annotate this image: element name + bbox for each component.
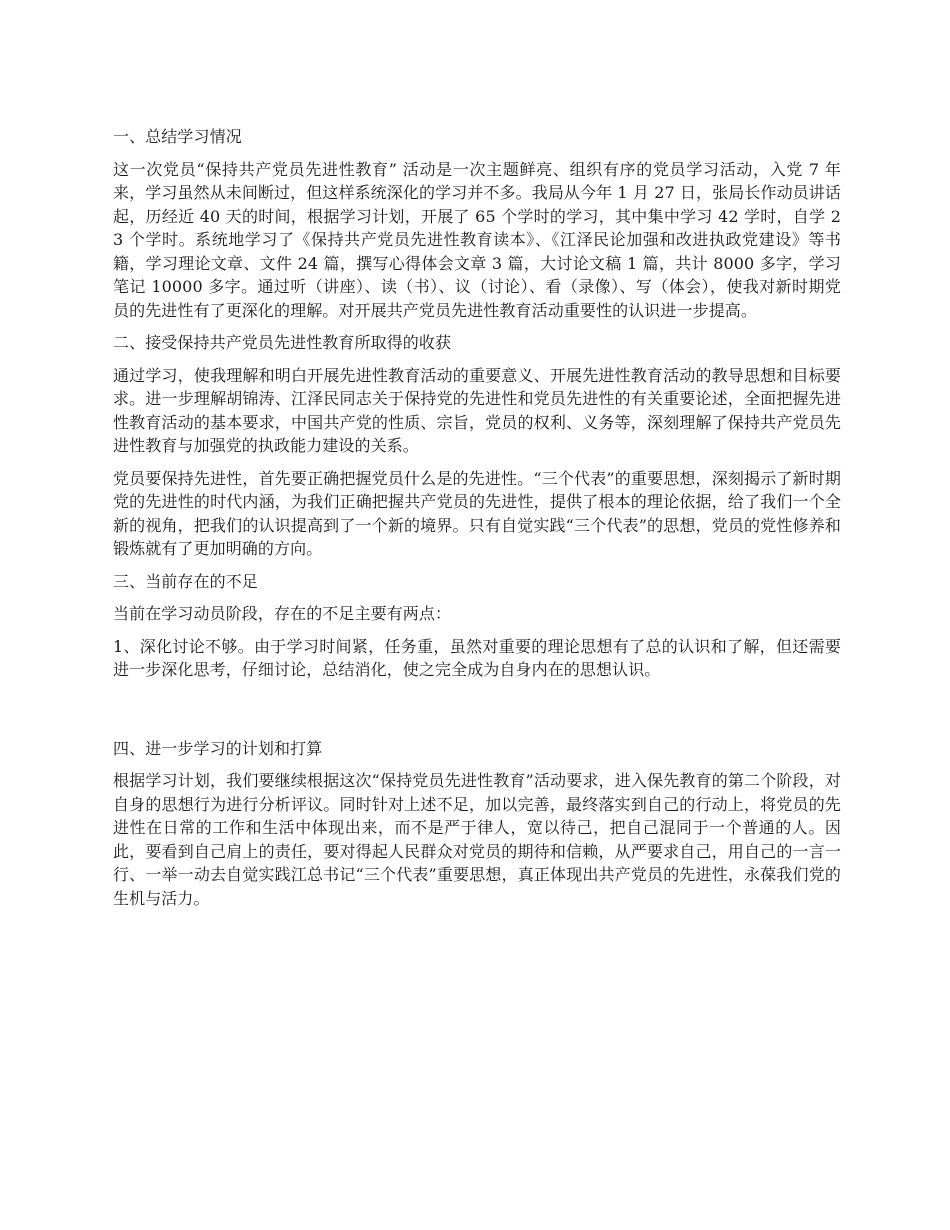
section-spacer [113, 691, 841, 737]
section-heading-summary: 一、总结学习情况 [113, 127, 242, 146]
section-heading-gains: 二、接受保持共产党员先进性教育所取得的收获 [113, 333, 452, 352]
section-heading-shortcomings: 三、当前存在的不足 [113, 571, 258, 591]
paragraph-plan: 根据学习计划，我们要继续根据这次“保持党员先进性教育”活动要求，进入保先教育的第二个阶段，对自身的思想行为进行分析评议。同时针对上述不足，加以完善，最终落实到自己的行动上，将党员的先进性在日常的工作和生活中体现出来，而不是严于律人，宽以待己，把自己混同于一个普通的人。因此，要看到自己肩上的责任，要对得起人民群众对党员的期待和信赖，从严要求自己，用自己的一言一行、一举一动去自觉实践江总书记“三个代表”重要思想，真正体现出共产党员的先进性，永葆我们党的生机与活力。 [113, 771, 841, 908]
document-body [113, 125, 841, 919]
paragraph-gains-2: 党员要保持先进性，首先要正确把握党员什么是的先进性。“三个代表”的重要思想，深刻揭示了新时期党的先进性的时代内涵，为我们正确把握共产党员的先进性，提供了根本的理论依据，给了我们一个全新的视角，把我们的认识提高到了一个新的境界。只有自觉实践“三个代表”的思想，党员的党性修养和锻炼就有了更加明确的方向。 [113, 468, 841, 558]
paragraph-shortcomings-1: 1、深化讨论不够。由于学习时间紧，任务重，虽然对重要的理论思想有了总的认识和了解，但还需要进一步深化思考，仔细讨论，总结消化，使之完全成为自身内在的思想认识。 [113, 636, 841, 679]
paragraph-summary: 这一次党员“保持共产党员先进性教育” 活动是一次主题鲜亮、组织有序的党员学习活动，入党 7 年来，学习虽然从未间断过，但这样系统深化的学习并不多。我局从今年 1 月 27 日，张局长作动员讲话起，历经近 40 天的时间，根据学习计划，开展了 65 个学时的学习，其中集中学习 42 学时，自学 23 个学时。系统地学习了《保持共产党员先进性教育读本》、《江泽民论加强和改进执政党建设》等书籍，学习理论文章、文件 24 篇，撰写心得体会文章 3 篇，大讨论文稿 1 篇，共计 8000 多字，学习笔记 10000 多字。通过听（讲座）、读（书）、议（讨论）、看（录像）、写（体会），使我对新时期党员的先进性有了更深化的理解。对开展共产党员先进性教育活动重要性的认识进一步提高。 [113, 159, 841, 320]
section-heading-plan: 四、进一步学习的计划和打算 [113, 738, 323, 758]
paragraph-gains-1: 通过学习，使我理解和明白开展先进性教育活动的重要意义、开展先进性教育活动的教导思想和目标要求。进一步理解胡锦涛、江泽民同志关于保持党的先进性和党员先进性的有关重要论述，全面把握先进性教育活动的基本要求，中国共产党的性质、宗旨，党员的权利、义务等，深刻理解了保持共产党员先进性教育与加强党的执政能力建设的关系。 [113, 365, 841, 455]
paragraph-shortcomings-intro: 当前在学习动员阶段，存在的不足主要有两点： [113, 604, 452, 623]
